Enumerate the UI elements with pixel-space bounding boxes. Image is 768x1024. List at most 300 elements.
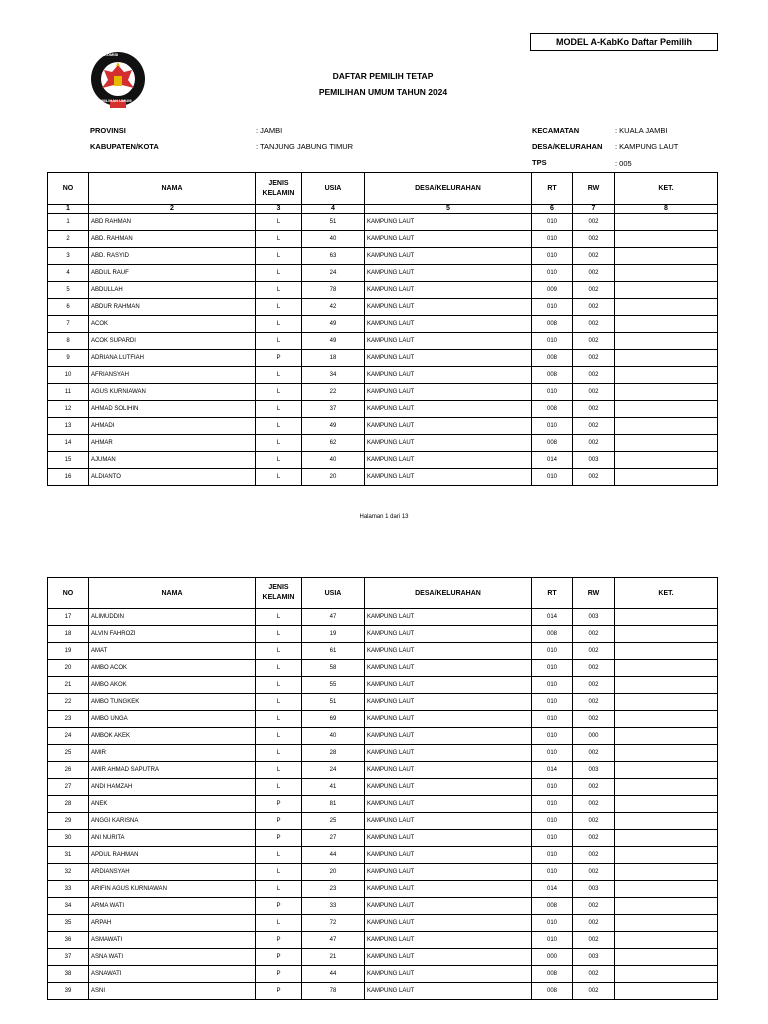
cell-jenis-kelamin: L [256,626,302,643]
cell-rw: 002 [573,643,615,660]
cell-jenis-kelamin: L [256,248,302,265]
cell-no: 7 [48,316,89,333]
table-row [48,401,718,418]
table-row [48,265,718,282]
cell-desa: KAMPUNG LAUT [365,881,532,898]
cell-rt: 008 [532,401,573,418]
cell-rw: 003 [573,881,615,898]
cell-rw: 002 [573,694,615,711]
cell-desa: KAMPUNG LAUT [365,745,532,762]
table-row [48,745,718,762]
cell-jenis-kelamin: L [256,711,302,728]
cell-nama: AMIR AHMAD SAPUTRA [89,762,256,779]
cell-rt: 014 [532,881,573,898]
cell-ket [615,265,718,282]
cell-usia: 63 [302,248,365,265]
cell-desa: KAMPUNG LAUT [365,333,532,350]
cell-jenis-kelamin: L [256,418,302,435]
cell-nama: ARDIANSYAH [89,864,256,881]
col-index: 3 [256,205,302,214]
cell-rw: 002 [573,966,615,983]
cell-ket [615,350,718,367]
cell-ket [615,299,718,316]
cell-usia: 19 [302,626,365,643]
table-row [48,983,718,1000]
cell-no: 30 [48,830,89,847]
cell-rw: 002 [573,915,615,932]
cell-jenis-kelamin: L [256,609,302,626]
cell-jenis-kelamin: P [256,813,302,830]
cell-usia: 62 [302,435,365,452]
table-row [48,350,718,367]
cell-nama: AMBO ACOK [89,660,256,677]
cell-ket [615,435,718,452]
cell-usia: 40 [302,231,365,248]
cell-rt: 010 [532,214,573,231]
col-header-no: NO [48,578,89,609]
cell-no: 13 [48,418,89,435]
col-index: 1 [48,205,89,214]
cell-desa: KAMPUNG LAUT [365,762,532,779]
cell-rt: 009 [532,282,573,299]
cell-rt: 008 [532,626,573,643]
cell-desa: KAMPUNG LAUT [365,915,532,932]
cell-nama: AHMADI [89,418,256,435]
table-row [48,248,718,265]
cell-usia: 27 [302,830,365,847]
col-header-rw: RW [573,173,615,205]
cell-ket [615,248,718,265]
cell-rt: 008 [532,350,573,367]
col-index: 7 [573,205,615,214]
cell-no: 2 [48,231,89,248]
cell-desa: KAMPUNG LAUT [365,435,532,452]
cell-no: 18 [48,626,89,643]
cell-usia: 24 [302,265,365,282]
document-title: DAFTAR PEMILIH TETAP [332,71,434,81]
cell-usia: 51 [302,694,365,711]
cell-desa: KAMPUNG LAUT [365,643,532,660]
cell-usia: 44 [302,966,365,983]
table-header-row [48,578,718,609]
cell-no: 25 [48,745,89,762]
cell-desa: KAMPUNG LAUT [365,231,532,248]
table-row [48,864,718,881]
cell-rw: 002 [573,626,615,643]
table-row [48,932,718,949]
cell-rw: 002 [573,384,615,401]
col-header-jenis-kelamin: JENIS KELAMIN [256,578,302,609]
cell-rw: 002 [573,214,615,231]
cell-desa: KAMPUNG LAUT [365,779,532,796]
table-row [48,231,718,248]
table-row [48,626,718,643]
col-header-no: NO [48,173,89,205]
table-row [48,214,718,231]
cell-jenis-kelamin: L [256,367,302,384]
cell-nama: ABDUR RAHMAN [89,299,256,316]
cell-no: 37 [48,949,89,966]
meta-desa-value: : KAMPUNG LAUT [615,142,679,151]
cell-desa: KAMPUNG LAUT [365,898,532,915]
cell-nama: ACOK [89,316,256,333]
cell-rt: 010 [532,231,573,248]
cell-no: 10 [48,367,89,384]
cell-jenis-kelamin: L [256,881,302,898]
cell-usia: 55 [302,677,365,694]
cell-nama: ANDI HAMZAH [89,779,256,796]
table-row [48,418,718,435]
cell-rw: 002 [573,796,615,813]
col-index: 4 [302,205,365,214]
cell-usia: 40 [302,728,365,745]
cell-rw: 002 [573,435,615,452]
cell-nama: ANI NURITA [89,830,256,847]
cell-usia: 41 [302,779,365,796]
cell-rw: 002 [573,864,615,881]
cell-rw: 002 [573,231,615,248]
cell-rt: 010 [532,333,573,350]
table-row [48,762,718,779]
cell-no: 33 [48,881,89,898]
cell-nama: ASNA WATI [89,949,256,966]
cell-desa: KAMPUNG LAUT [365,452,532,469]
cell-rw: 002 [573,265,615,282]
cell-jenis-kelamin: L [256,435,302,452]
cell-ket [615,694,718,711]
cell-usia: 49 [302,316,365,333]
cell-nama: AHMAR [89,435,256,452]
cell-jenis-kelamin: L [256,847,302,864]
cell-ket [615,401,718,418]
cell-nama: ASMAWATI [89,932,256,949]
cell-rt: 010 [532,779,573,796]
cell-rt: 010 [532,830,573,847]
cell-desa: KAMPUNG LAUT [365,949,532,966]
meta-tps-label: TPS [532,158,547,167]
voter-table-page-1 [47,172,718,486]
cell-jenis-kelamin: L [256,452,302,469]
table-row [48,949,718,966]
cell-rw: 002 [573,248,615,265]
cell-rw: 002 [573,367,615,384]
cell-desa: KAMPUNG LAUT [365,265,532,282]
table-row [48,711,718,728]
cell-jenis-kelamin: P [256,830,302,847]
meta-desa-label: DESA/KELURAHAN [532,142,603,151]
table-body-page-1 [48,214,718,486]
cell-rw: 002 [573,401,615,418]
cell-rw: 002 [573,847,615,864]
table-row [48,779,718,796]
table-row [48,694,718,711]
table-row [48,796,718,813]
cell-desa: KAMPUNG LAUT [365,469,532,486]
cell-desa: KAMPUNG LAUT [365,983,532,1000]
cell-desa: KAMPUNG LAUT [365,932,532,949]
cell-no: 34 [48,898,89,915]
cell-jenis-kelamin: L [256,214,302,231]
table-header-row [48,173,718,205]
cell-desa: KAMPUNG LAUT [365,813,532,830]
cell-desa: KAMPUNG LAUT [365,796,532,813]
cell-usia: 61 [302,643,365,660]
cell-no: 32 [48,864,89,881]
cell-no: 38 [48,966,89,983]
cell-ket [615,898,718,915]
cell-rt: 010 [532,677,573,694]
cell-nama: APDUL RAHMAN [89,847,256,864]
cell-nama: AMBO UNGA [89,711,256,728]
cell-jenis-kelamin: L [256,469,302,486]
cell-jenis-kelamin: L [256,745,302,762]
meta-kecamatan-label: KECAMATAN [532,126,580,135]
page-footer: Halaman 1 dari 13 [359,514,409,520]
cell-ket [615,452,718,469]
cell-ket [615,881,718,898]
cell-ket [615,830,718,847]
cell-no: 35 [48,915,89,932]
cell-no: 16 [48,469,89,486]
cell-rt: 010 [532,265,573,282]
cell-rt: 010 [532,248,573,265]
col-header-usia: USIA [302,173,365,205]
meta-kecamatan-value: : KUALA JAMBI [615,126,668,135]
cell-nama: ABD. RASYID [89,248,256,265]
table-row [48,677,718,694]
cell-ket [615,813,718,830]
cell-rt: 010 [532,847,573,864]
table-row [48,299,718,316]
cell-no: 5 [48,282,89,299]
voter-table-page-2 [47,577,718,1000]
cell-no: 28 [48,796,89,813]
cell-usia: 23 [302,881,365,898]
cell-rw: 002 [573,316,615,333]
cell-ket [615,214,718,231]
col-header-rt: RT [532,173,573,205]
cell-nama: ALIMUDDIN [89,609,256,626]
cell-usia: 69 [302,711,365,728]
cell-jenis-kelamin: L [256,762,302,779]
cell-usia: 20 [302,864,365,881]
model-label: MODEL A-KabKo Daftar Pemilih [530,33,718,51]
cell-ket [615,932,718,949]
cell-rw: 002 [573,830,615,847]
meta-kabupaten-label: KABUPATEN/KOTA [90,142,159,151]
cell-desa: KAMPUNG LAUT [365,966,532,983]
cell-nama: ACOK SUPARDI [89,333,256,350]
cell-nama: ASNAWATI [89,966,256,983]
cell-rw: 003 [573,949,615,966]
cell-jenis-kelamin: L [256,265,302,282]
cell-no: 4 [48,265,89,282]
table-row [48,660,718,677]
logo-top-text: KOMISI [104,52,119,57]
cell-usia: 21 [302,949,365,966]
cell-nama: ALVIN FAHROZI [89,626,256,643]
cell-ket [615,333,718,350]
cell-usia: 47 [302,609,365,626]
table-row [48,966,718,983]
cell-ket [615,677,718,694]
cell-nama: AGUS KURNIAWAN [89,384,256,401]
table-row [48,469,718,486]
cell-rt: 010 [532,745,573,762]
cell-jenis-kelamin: L [256,282,302,299]
cell-no: 8 [48,333,89,350]
cell-desa: KAMPUNG LAUT [365,214,532,231]
cell-desa: KAMPUNG LAUT [365,350,532,367]
cell-nama: AMBOK AKEK [89,728,256,745]
cell-nama: ALDIANTO [89,469,256,486]
cell-ket [615,762,718,779]
cell-usia: 44 [302,847,365,864]
column-index-row [48,205,718,214]
cell-jenis-kelamin: L [256,316,302,333]
cell-ket [615,711,718,728]
cell-no: 1 [48,214,89,231]
cell-usia: 47 [302,932,365,949]
cell-rw: 000 [573,728,615,745]
cell-usia: 42 [302,299,365,316]
cell-nama: AHMAD SOLIHIN [89,401,256,418]
cell-usia: 28 [302,745,365,762]
table-row [48,915,718,932]
cell-desa: KAMPUNG LAUT [365,401,532,418]
cell-ket [615,966,718,983]
cell-usia: 49 [302,333,365,350]
cell-desa: KAMPUNG LAUT [365,847,532,864]
cell-jenis-kelamin: P [256,983,302,1000]
cell-nama: ABD. RAHMAN [89,231,256,248]
cell-jenis-kelamin: P [256,350,302,367]
table-row [48,847,718,864]
cell-rw: 002 [573,745,615,762]
cell-nama: AMAT [89,643,256,660]
cell-desa: KAMPUNG LAUT [365,711,532,728]
table-body-page-2 [48,609,718,1000]
cell-rw: 002 [573,677,615,694]
cell-nama: AMBO TUNGKEK [89,694,256,711]
cell-jenis-kelamin: L [256,677,302,694]
cell-jenis-kelamin: L [256,864,302,881]
cell-rw: 002 [573,660,615,677]
table-row [48,728,718,745]
cell-rw: 003 [573,609,615,626]
meta-tps-value: : 005 [615,159,632,168]
cell-rw: 002 [573,711,615,728]
cell-desa: KAMPUNG LAUT [365,367,532,384]
cell-ket [615,796,718,813]
col-header-rw: RW [573,578,615,609]
cell-desa: KAMPUNG LAUT [365,626,532,643]
table-row [48,384,718,401]
cell-rt: 010 [532,728,573,745]
cell-rt: 008 [532,367,573,384]
cell-nama: ABDUL RAUF [89,265,256,282]
cell-no: 24 [48,728,89,745]
document-subtitle: PEMILIHAN UMUM TAHUN 2024 [318,87,448,97]
cell-jenis-kelamin: P [256,966,302,983]
meta-provinsi-value: : JAMBI [256,126,283,135]
col-header-ket: KET. [615,173,718,205]
cell-no: 22 [48,694,89,711]
cell-no: 12 [48,401,89,418]
cell-rw: 003 [573,452,615,469]
cell-desa: KAMPUNG LAUT [365,282,532,299]
cell-rt: 010 [532,813,573,830]
cell-rt: 008 [532,898,573,915]
cell-desa: KAMPUNG LAUT [365,864,532,881]
cell-rw: 002 [573,779,615,796]
cell-no: 36 [48,932,89,949]
cell-ket [615,469,718,486]
cell-nama: AFRIANSYAH [89,367,256,384]
cell-desa: KAMPUNG LAUT [365,728,532,745]
cell-ket [615,316,718,333]
cell-ket [615,745,718,762]
table-row [48,813,718,830]
cell-no: 27 [48,779,89,796]
cell-no: 19 [48,643,89,660]
cell-desa: KAMPUNG LAUT [365,248,532,265]
cell-usia: 40 [302,452,365,469]
cell-rt: 008 [532,983,573,1000]
table-row [48,452,718,469]
cell-rt: 010 [532,418,573,435]
cell-usia: 33 [302,898,365,915]
cell-rt: 014 [532,452,573,469]
cell-ket [615,864,718,881]
cell-jenis-kelamin: L [256,384,302,401]
cell-usia: 22 [302,384,365,401]
cell-nama: ANGGI KARISNA [89,813,256,830]
cell-usia: 81 [302,796,365,813]
cell-no: 29 [48,813,89,830]
cell-jenis-kelamin: L [256,401,302,418]
cell-usia: 20 [302,469,365,486]
cell-jenis-kelamin: L [256,728,302,745]
cell-desa: KAMPUNG LAUT [365,316,532,333]
cell-ket [615,384,718,401]
col-header-nama: NAMA [89,578,256,609]
cell-nama: ASNI [89,983,256,1000]
cell-jenis-kelamin: L [256,333,302,350]
cell-jenis-kelamin: L [256,915,302,932]
cell-rw: 002 [573,299,615,316]
cell-desa: KAMPUNG LAUT [365,609,532,626]
meta-kabupaten-value: : TANJUNG JABUNG TIMUR [256,142,354,151]
cell-usia: 34 [302,367,365,384]
cell-no: 26 [48,762,89,779]
cell-no: 9 [48,350,89,367]
cell-desa: KAMPUNG LAUT [365,677,532,694]
cell-ket [615,779,718,796]
col-header-nama: NAMA [89,173,256,205]
cell-rt: 010 [532,932,573,949]
cell-no: 23 [48,711,89,728]
cell-nama: AMBO AKOK [89,677,256,694]
cell-desa: KAMPUNG LAUT [365,694,532,711]
cell-jenis-kelamin: L [256,779,302,796]
cell-rt: 014 [532,762,573,779]
col-index: 8 [615,205,718,214]
cell-nama: ARMA WATI [89,898,256,915]
cell-nama: ABD RAHMAN [89,214,256,231]
cell-desa: KAMPUNG LAUT [365,384,532,401]
cell-nama: AJUMAN [89,452,256,469]
